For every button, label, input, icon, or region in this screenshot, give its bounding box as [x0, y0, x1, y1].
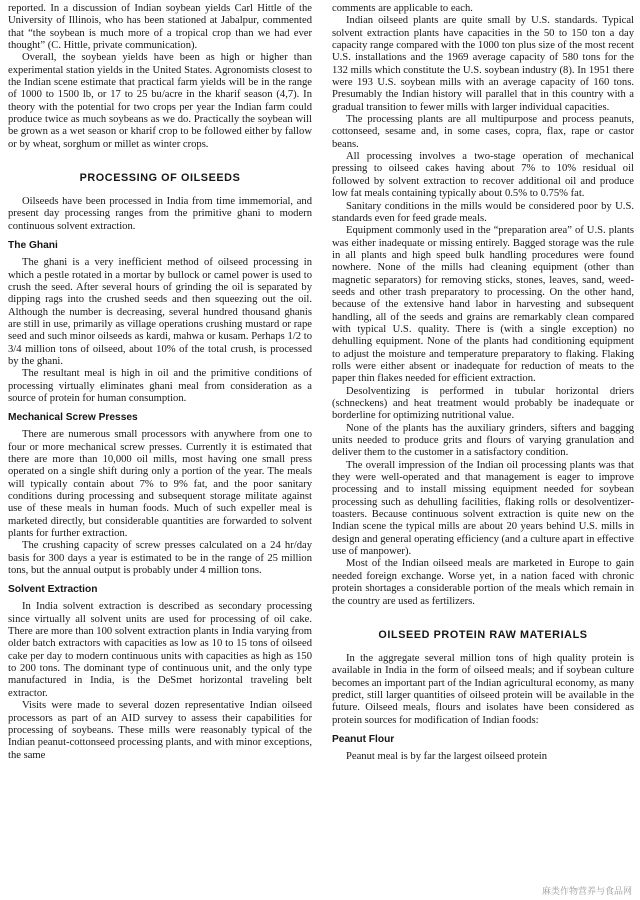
mill-size-paragraph: Indian oilseed plants are quite small by U.S. standards. Typical solvent extraction plants have capacities in the 50 to 150 ton a day capacity range compared with the 1000 ton plus size of the most recent U.S. installations and the 1969 average capacity of 580 tons for the 132 mills which constitute the U.S. soybean industry (8). In 1951 there were 193 U.S. soybean mills with an average capacity of 160 tons. Presumably the Indian history will parallel that in this country with a gradual transition to fewer mills with larger individual capacities. [332, 15, 634, 113]
impression-paragraph: The overall impression of the Indian oil processing plants was that they were well-operated and that management is eager to improve processing and to install missing equipment needed for soybean processing such as dehulling facilities, flaking rolls or desolventizer-toasters. Because continuous solvent extraction is quite new on the Indian scene the typical mills are about 20 years behind U.S. mills in design and general operating efficiency (and a culture apart in effective use of manpower). [332, 459, 634, 558]
section-heading-raw-materials: OILSEED PROTEIN RAW MATERIALS [378, 628, 588, 641]
peanut-paragraph: Peanut meal is by far the largest oilseed protein [346, 750, 548, 762]
multipurpose-paragraph: The processing plants are all multipurpose and process peanuts, cottonseed, sesame and, in some cases, copra, flax, rape or castor beans. [332, 114, 634, 150]
intro-paragraph-1: reported. In a discussion of Indian soybean yields Carl Hittle of the University of Illinois, who has been stationed at Jabalpur, commented that “the soybean is much more of a tropical crop than we had ever thought” (C. Hittle, private communication). [8, 3, 312, 52]
subheading-screw-presses: Mechanical Screw Presses [8, 412, 138, 424]
section-heading-processing: PROCESSING OF OILSEEDS [79, 172, 241, 185]
raw-materials-intro-paragraph: In the aggregate several million tons of high quality protein is available in India in the form of oilseed meals; and if soybean culture becomes an important part of the Indian agricultural economy, as many predict, still larger quantities of oilseed protein will be available in the future. Oilseed meals, flours and isolates have been considered as protein sources for modification of Indian foods: [332, 652, 634, 726]
subheading-peanut-flour: Peanut Flour [332, 733, 395, 745]
desolventizing-paragraph: Desolventizing is performed in tubular horizontal driers (schneckens) and heat treatment would probably be inadequate or borderline for optimizing nutritional value. [332, 385, 634, 422]
marketing-paragraph: Most of the Indian oilseed meals are marketed in Europe to gain needed foreign exchange. Worse yet, in a nation faced with chronic protein shortages a considerable portion of the meals which remain in the country are used as fertilizers. [332, 558, 634, 607]
ghani-paragraph-1: The ghani is a very inefficient method of oilseed processing in which a pestle rotated in a mortar by bullock or camel power is used to crush the seed. After several hours of grinding the oil is separated by dipping rags into the crushed seeds and then squeezing out the oil. Although the number is decreasing, several hundred thousand ghanis are still in use, primarily as village operations crushing mustard or rape seed and such minor oilseeds as kardi, mahwa or kusam. Perhaps 1/2 to 3/4 million tons of oilseed, about 10% of the total crush, is processed by the ghani. [8, 257, 312, 367]
solvent-paragraph-1: In India solvent extraction is described as secondary processing since virtually all solvent units are used for processing of oil cake. There are more than 100 solvent extraction plants in India varying from older batch extractors with capacities as low as 10 to 15 tons of oilseed cake per day to modern continuous units with capacities as high as 150 to 200 tons. The dominant type of continuous unit, and the only type manufactured in India, is the DeSmet horizontal traveling belt extractor. [8, 601, 312, 699]
auxiliary-paragraph: None of the plants has the auxiliary grinders, sifters and bagging units needed to produce grits and flours of varying granulation and deliver them to the customer in a satisfactory condition. [332, 422, 634, 459]
screw-paragraph-1: There are numerous small processors with anywhere from one to four or more mechanical screw presses. Currently it is estimated that there are more than 10,000 oil mills, most having one small press operated on a single shift during only a portion of the year. The meals will typically contain about 7% to 9% fat, and the poor sanitary conditions during processing and subsequent storage militate against use of these meals in human foods. Much of such expeller meal is marketed directly, but considerable quantities are forwarded to solvent plants for further extraction. [8, 429, 312, 540]
right-column [332, 3, 634, 900]
subheading-ghani: The Ghani [8, 240, 58, 252]
processing-intro-paragraph: Oilseeds have been processed in India from time immemorial, and present day processing ranges from the primitive ghani to modern continuous solvent extraction. [8, 196, 312, 232]
two-stage-paragraph: All processing involves a two-stage operation of mechanical pressing to oilseed cakes having about 7% to 10% residual oil followed by solvent extraction to recover additional oil and produce low fat meals containing typically about 0.5% to 0.75% fat. [332, 151, 634, 200]
subheading-solvent-extraction: Solvent Extraction [8, 584, 98, 596]
watermark-text: 麻类作物营养与食品网 [540, 884, 634, 897]
equipment-paragraph: Equipment commonly used in the “preparation area” of U.S. plants was either inadequate or missing entirely. Bagged storage was the rule in all plants and high speed bulk handling procedures were found nowhere. None of the mills had cleaning equipment (other than magnetic separators) for removing sticks, stones, leaves, sand, weed-seeds and other trash preparatory to processing. On the other hand, because of the extensive hand labor in harvesting and subsequent handling, all of the seeds and grains are remarkably clean compared with typical U.S. quality. There is (with a single exception) no dehulling equipment. None of the plants had conditioning equipment to adjust the moisture and temperature preparatory to flaking. Flaking rolls were either absent or inadequate for reduction of meats to the paper thin flakes needed for efficient extraction. [332, 225, 634, 385]
screw-paragraph-2: The crushing capacity of screw presses calculated on a 24 hr/day basis for 300 days a year is estimated to be in the range of 25 million tons, but the annual output is probably under 4 million tons. [8, 540, 312, 577]
sanitary-paragraph: Sanitary conditions in the mills would be considered poor by U.S. standards even for feed grade meals. [332, 200, 634, 224]
intro-paragraph-2: Overall, the soybean yields have been as high or higher than experimental station yields in the United States. Agronomists closest to the Indian scene estimate that practical farm yields will be in the range of 1000 to 1500 lb, or 17 to 25 bu/acre in the kharif season (4,7). In theory with the potential for two crops per year the Indian farm could produce twice as much soybeans as we do. Practically the soybean will be grown as a wet season or kharif crop to be followed either by fallow or by wheat, sorghum or millet as winter crops. [8, 52, 312, 150]
continuation-line: comments are applicable to each. [332, 3, 473, 14]
ghani-paragraph-2: The resultant meal is high in oil and the primitive conditions of processing virtually eliminates ghani meal from consideration as a source of protein for human consumption. [8, 368, 312, 404]
left-column [8, 3, 312, 900]
solvent-paragraph-2: Visits were made to several dozen representative Indian oilseed processors as part of an AID survey to assess their capabilities for processing of soybeans. These mills were reasonably typical of the Indian peanut-cottonseed processing plants, and with minor exceptions, the same [8, 700, 312, 761]
